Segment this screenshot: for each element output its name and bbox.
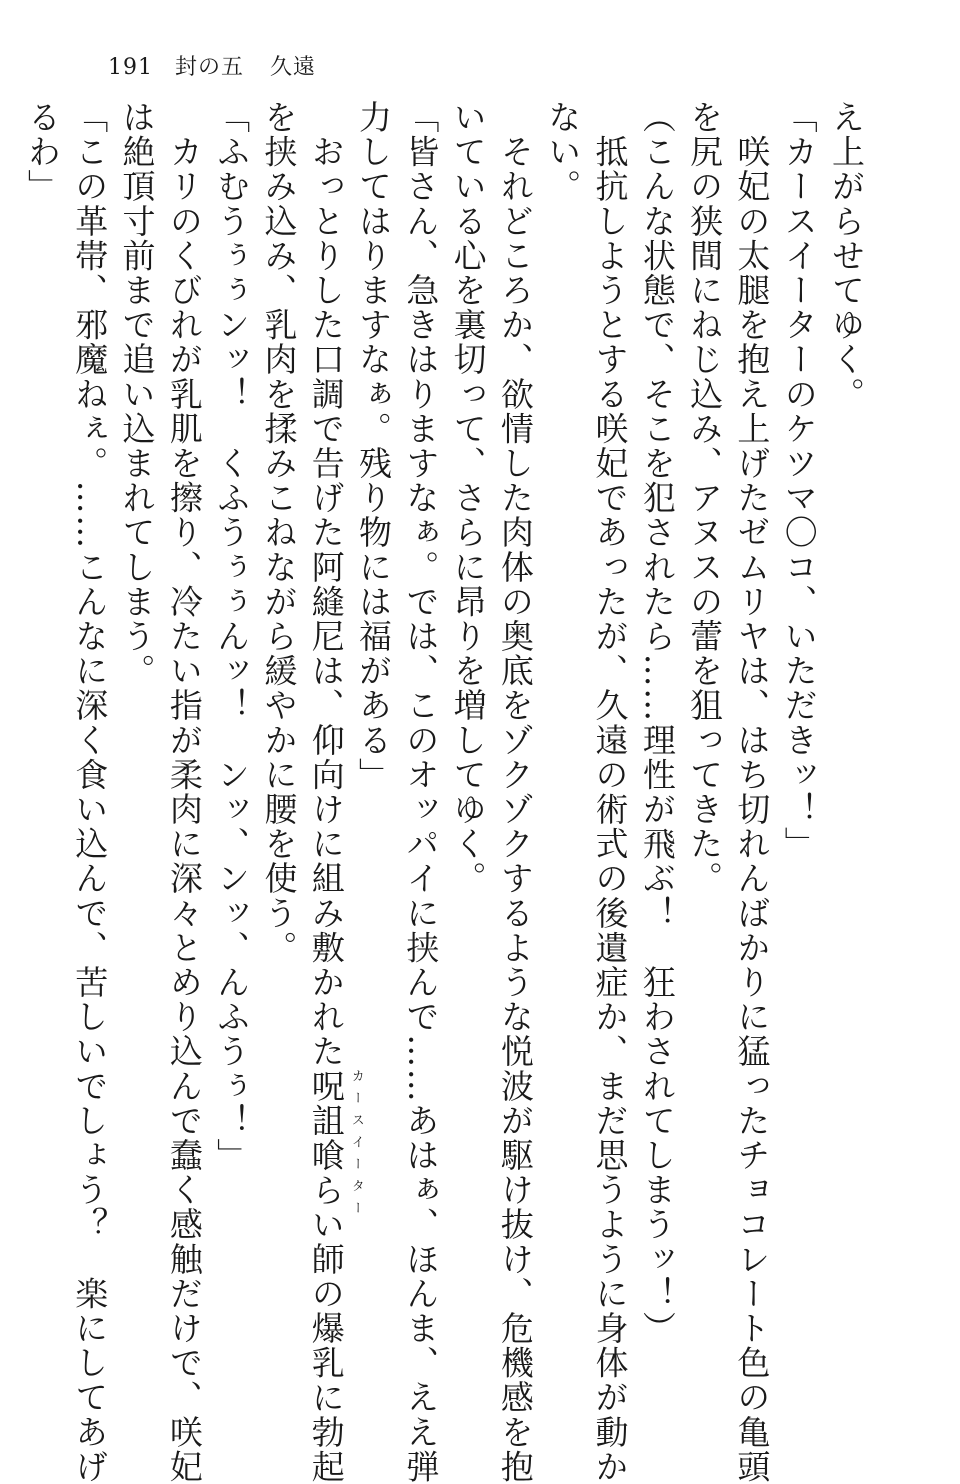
text-line: ない。 <box>543 100 583 204</box>
text-line: いている心を裏切って、さらに昂りを増してゆく。 <box>448 100 488 896</box>
text-line: 「皆さん、急きはりますなぁ。では、このオッパイに挟んで……あはぁ、ほんま、ええ弾 <box>401 100 441 1484</box>
text-line: 咲妃の太腿を抱え上げたゼムリヤは、はち切れんばかりに猛ったチョコレート色の亀頭 <box>732 100 772 1484</box>
novel-text-body <box>22 100 870 1484</box>
ruby-gloss: カースイーター <box>348 1068 364 1223</box>
text-line: を尻の狭間にねじ込み、アヌスの蕾を狙ってきた。 <box>685 100 725 896</box>
text-line-with-ruby <box>302 100 364 1484</box>
text-line: 「カースイーターのケツマ〇コ、いただきッ！」 <box>779 100 819 862</box>
text-line: え上がらせてゆく。 <box>827 100 866 412</box>
page-number: 191 <box>108 55 153 80</box>
text-line: 「ふむうぅぅンッ！ くふうぅぅんッ！ ンッ、ンッ、んふうぅ！」 <box>212 100 252 1173</box>
text-line: それどころか、欲情した肉体の奥底をゾクゾクするような悦波が駆け抜け、危機感を抱 <box>495 100 535 1484</box>
text-line: るわ」 <box>22 100 62 204</box>
chapter-label: 封の五 <box>175 55 245 80</box>
text-line: （こんな状態で、そこを犯されたら……理性が飛ぶ！ 狂わされてしまうッ！） <box>637 100 677 1346</box>
text-line: は絶頂寸前まで追い込まれてしまう。 <box>117 100 157 689</box>
page-header <box>108 50 316 81</box>
text-segment: おっとりした口調で告げた阿縫尼は、仰向けに組み敷かれた <box>306 100 346 1069</box>
text-line: カリのくびれが乳肌を擦り、冷たい指が柔肉に深々とめり込んで蠢く感触だけで、咲妃 <box>164 100 204 1484</box>
ruby-base: 呪詛喰らい師 <box>306 1068 346 1277</box>
chapter-title: 久遠 <box>270 55 317 80</box>
text-line: 抵抗しようとする咲妃であったが、久遠の術式の後遺症か、まだ思うように身体が動か <box>590 100 630 1484</box>
text-line: 「この革帯、邪魔ねぇ。……こんなに深く食い込んで、苦しいでしょう？ 楽にしてあげ <box>70 100 110 1484</box>
ruby-term <box>306 1068 364 1277</box>
text-line: を挟み込み、乳肉を揉みこねながら緩やかに腰を使う。 <box>259 100 299 965</box>
text-segment: の爆乳に勃起 <box>306 1276 346 1484</box>
text-line: 力してはりますなぁ。残り物には福がある」 <box>354 100 394 792</box>
